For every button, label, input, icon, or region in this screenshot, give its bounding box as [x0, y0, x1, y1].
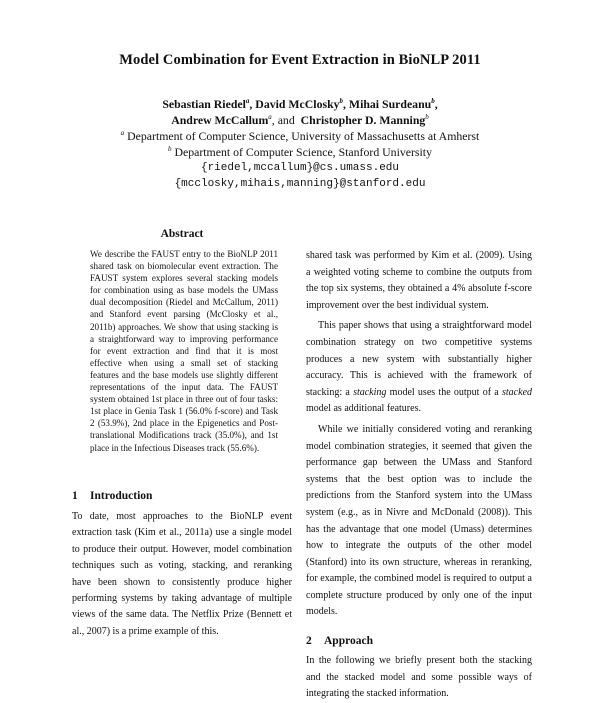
- section-title: Introduction: [90, 490, 153, 502]
- paragraph-approach: In the following we briefly present both the stacking and the stacked model and some possible ways of integrating the stacked information.: [306, 655, 532, 700]
- email-umass: {riedel,mccallum}@cs.umass.edu: [200, 162, 400, 174]
- emphasis-stacking: stacking: [353, 386, 387, 398]
- affil-marker: b: [168, 145, 172, 154]
- introduction-text: To date, most approaches to the BioNLP event extraction task (Kim et al., 2011a) use a single model to produce their output. However, model combination techniques such as voting, stacking, and reranking have been shown to consistently produce higher performing systems by taking advantage of multiple views of the same data. The Netflix Prize (Bennett et al., 2007) is a prime example of this.: [72, 511, 292, 637]
- abstract-text: We describe the FAUST entry to the BioNLP 2011 shared task on biomolecular event extraction. The FAUST system explores several stacking models for combination using as base models the UMass dual decomposition (Riedel and McCallum, 2011) and Stanford event parsing (McClosky et al., 2011b) approaches. We show that using stacking is a straightforward way to improving performance for event extraction and find that it is most effective when using a small set of stacking features and the base models use slightly different representations of the input data. The FAUST system obtained 1st place in three out of four tasks: 1st place in Genia Task 1 (56.0% f-score) and Task 2 (53.9%), 2nd place in the Epigenetics and Post-translational Modifications track (35.0%), and 1st place in the Infectious Diseases track (55.6%).: [90, 249, 278, 453]
- author-mccallum: Andrew McCallum: [171, 113, 269, 127]
- email-stanford: {mcclosky,mihais,manning}@stanford.edu: [174, 178, 426, 190]
- section-2-heading: [306, 635, 532, 647]
- emphasis-stacked: stacked: [502, 386, 533, 398]
- paragraph-voting: shared task was performed by Kim et al. (2009). Using a weighted voting scheme to combine the outputs from the top six systems, they obtained a 4% absolute f-score improvement over the best individual system.: [306, 250, 532, 311]
- author-block: [0, 96, 600, 192]
- affil-marker: b: [425, 113, 429, 122]
- paragraph-reranking: While we initially considered voting and reranking model combination strategies, it seemed that given the performance gap between the UMass and Stanford systems that the best option was to include the predictions from the Stanford system into the UMass system (e.g., as in Nivre and McDonald (2008)). This has the advantage that one model (Umass) determines how to integrate the outputs of the other model (Stanford) into its own structure, whereas in reranking, for example, the combined model is required to output a complete structure produced by only one of the input models.: [306, 423, 532, 618]
- author-line-2: [0, 112, 600, 128]
- author-separator: , and: [271, 113, 301, 127]
- text-run: model as additional features.: [306, 403, 421, 415]
- author-manning: Christopher D. Manning: [300, 113, 426, 127]
- left-column: [72, 228, 292, 502]
- affil-marker: b: [431, 97, 435, 106]
- affiliation-a: [0, 128, 600, 144]
- text-run: This paper shows that using a straightforward model combination strategy on two competitive systems produces a new system with substantially higher accuracy. This is achieved with the framework of stacking: a: [306, 320, 532, 398]
- right-column: [306, 248, 533, 700]
- abstract-heading: Abstract: [160, 228, 204, 240]
- section-number: 2: [306, 635, 312, 648]
- affil-marker: a: [268, 113, 272, 122]
- affiliation-text: Department of Computer Science, University of Massachusetts at Amherst: [124, 129, 480, 143]
- author-surdeanu: , Mihai Surdeanu: [343, 97, 432, 111]
- affil-marker: a: [120, 129, 125, 138]
- text-run: model uses the output of a: [386, 386, 503, 398]
- paragraph-stacking: [306, 318, 532, 418]
- introduction-body-clip: [72, 509, 292, 637]
- author-riedel: Sebastian Riedel: [162, 97, 246, 111]
- paper-title: Model Combination for Event Extraction in BioNLP 2011: [119, 52, 481, 68]
- section-number: 1: [72, 490, 78, 502]
- author-separator: ,: [434, 97, 438, 111]
- section-title: Approach: [324, 635, 373, 648]
- section-1-heading: [72, 490, 152, 502]
- affiliation-b: [0, 144, 600, 160]
- affil-marker: b: [339, 97, 344, 106]
- affiliation-text: Department of Computer Science, Stanford University: [171, 145, 432, 159]
- author-line-1: [0, 96, 600, 112]
- affil-marker: a: [245, 97, 250, 106]
- author-mcclosky: , David McClosky: [249, 97, 340, 111]
